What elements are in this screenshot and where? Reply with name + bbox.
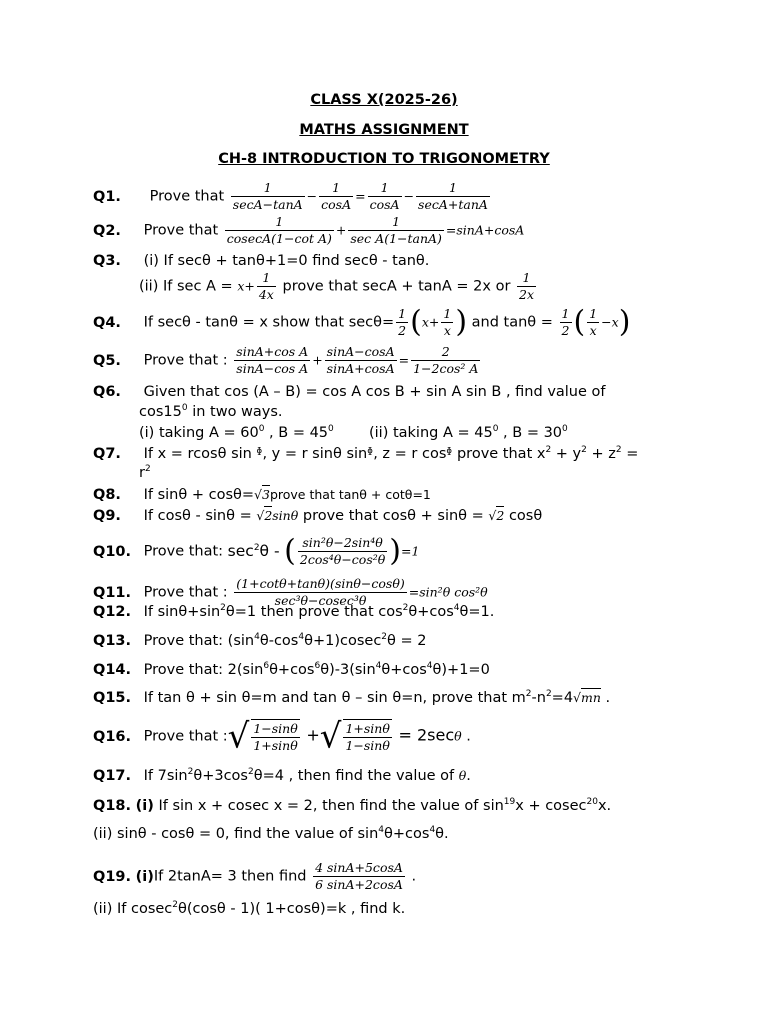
question-number: Q7. [93,446,121,462]
question-q9: Q9. If cosθ - sinθ = √2sinθ prove that cosθ + sinθ = √2 cosθ [93,508,543,524]
fraction: $\frac{\sin A-\cos A}{\sin A+\cos A}$ [326,344,395,376]
question-number: Q5. [93,352,121,369]
question-q3-ii: (ii) If sec A = x+ $\frac{1}{4x}$ prove that secA + tanA = 2x or $\frac{1}{2x}$ [139,270,535,302]
question-number: Q1. [93,188,121,205]
question-number: Q17. [93,768,132,784]
fraction: $\frac{1}{\sec A-\tan A}$ [232,180,303,212]
fraction: $\frac{1}{\cos A}$ [369,180,400,212]
fraction: $\frac{1}{2x}$ [519,270,535,302]
question-q17: Q17. If $7\sin^2\theta+3\cos^2\theta=4$ , then find the value of θ. [93,767,471,784]
chapter-title: CH-8 INTRODUCTION TO TRIGONOMETRY [218,151,550,167]
question-q14: Q14. Prove that: $2(\sin^6\theta+\cos^6\theta)-3(\sin^4\theta+\cos^4\theta)+1=0$ [93,661,490,678]
fraction: $\frac{1}{2}$ [398,306,407,338]
class-title: CLASS X(2025-26) [310,92,458,108]
fraction: $\frac{2}{\text{1−2cos² A}}$ [413,344,479,376]
question-number: Q10. [93,543,132,560]
fraction: $\frac{4 \sin A+5\cos A}{6 \sin A+2\cos A}$ [315,860,403,892]
fraction: $\frac{(1+\cot\theta+\tan\theta)(\sin\theta-\cos\theta)}{\text{sec³θ−cosec³θ}}$ [236,576,405,608]
question-q13: Q13. Prove that: $(\sin^4\theta-\cos^4\theta+1)cosec^2\theta = 2$ [93,632,427,649]
question-number: Q6. [93,384,121,400]
question-q15: Q15. If tan θ + sin θ=m and tan θ – sin θ=n, prove that $m^2-n^2=4√mn$ . [93,689,611,706]
question-q10: Q10. Prove that: $\sec^2\theta$ - ( $\frac{\text{sin²θ−2sin⁴θ}}{\text{2cos⁴θ−cos²θ}}$ )=1 [93,533,420,569]
question-number: Q15. [93,690,132,706]
question-number: Q19. [93,868,132,885]
question-q6-line3: (i) taking $A = 60^0$ , $B = 45^0$ (ii) taking $A = 45^0$ , $B = 30^0$ [139,424,568,441]
fraction: $\frac{1}{\text{sec A(1−tanA)}}$ [350,214,442,246]
question-number: Q3. [93,253,121,269]
fraction: $\frac{1}{\text{cosecA(1−cot A)}}$ [226,214,332,246]
question-number: Q8. [93,487,121,503]
assignment-title: MATHS ASSIGNMENT [299,122,469,138]
question-q18-ii: (ii) sinθ - cosθ = 0, find the value of $\sin^4\theta+\cos^4\theta$. [93,825,449,842]
question-q19-ii: (ii) If cosec$^2$θ(cosθ - 1)( 1+cosθ)=k , find k. [93,900,406,917]
question-q5: Q5. Prove that : $\frac{\text{sinA+cos A}}{\text{sinA−cos A}}$ + $\frac{\sin A-\cos A}{\sin A+\cos A}$ = $\frac{2}{\text{1−2cos² A}}$ [93,344,479,376]
question-q18: Q18. (i) If sin x + cosec x = 2, then find the value of $\sin^{19}x + cosec^{20}x$. [93,797,612,814]
question-q11: Q11. Prove that : $\frac{(1+\cot\theta+\tan\theta)(\sin\theta-\cos\theta)}{\text{sec³θ−cosec³θ}}$ =sin²θ cos²θ [93,576,488,608]
fraction: $\frac{\text{sin²θ−2sin⁴θ}}{\text{2cos⁴θ−cos²θ}}$ [299,535,386,567]
fraction: $\frac{1}{x}$ [589,306,598,338]
fraction: $\frac{1}{4x}$ [258,270,274,302]
question-number: Q13. [93,633,132,649]
question-q19: Q19. (i)If 2tanA= 3 then find $\frac{4 \sin A+5\cos A}{6 \sin A+2\cos A}$ . [93,860,417,892]
question-text: (i) If secθ + tanθ+1=0 find secθ - tanθ. [143,253,430,269]
question-text: Prove that [143,222,219,239]
question-number: Q12. [93,604,132,620]
question-number: Q11. [93,584,132,601]
question-q12: Q12. If $\sin\theta+\sin^2\theta=1$ then prove that $\cos^2\theta+\cos^4\theta=1$. [93,603,495,620]
question-number: Q9. [93,508,121,524]
question-q1: Q1. Prove that $\frac{1}{\sec A-\tan A}$ − $\frac{1}{\cos A}$ = $\frac{1}{\cos A}$ − $\frac{1}{\sec A+\tan A}$ [93,180,488,212]
question-q6: Q6. Given that cos (A – B) = cos A cos B + sin A sin B , find value of [93,384,606,400]
question-number: Q14. [93,662,132,678]
question-q7: Q7. If x = rcosθ sin ᶲ, y = r sinθ sinᶲ, z = r cosᶲ prove that $x^2 + y^2 + z^2$ = [93,445,639,462]
question-text: Prove that [149,188,225,205]
question-q3 [93,252,683,270]
question-number: Q16. [93,728,132,745]
question-q8: Q8. If sinθ + cosθ=√3prove that tanθ + cotθ=1 [93,487,431,503]
fraction: $\frac{1}{\sec A+\tan A}$ [418,180,488,212]
fraction: $\frac{1+\sin\theta}{1-\sin\theta}$ [345,721,390,753]
question-q7-line2: $r^2$ [139,464,151,481]
question-q2: Q2. Prove that $\frac{1}{\text{cosecA(1−cot A)}}$ + $\frac{1}{\text{sec A(1−tanA)}}$ =sinA+cosA [93,214,525,246]
fraction: $\frac{1}{2}$ [561,306,570,338]
question-q6-line2: $\cos 15^0$ in two ways. [139,403,283,420]
fraction: $\frac{1}{\cos A}$ [321,180,352,212]
question-number: Q2. [93,222,121,239]
fraction: $\frac{1-\sin\theta}{1+\sin\theta}$ [253,721,298,753]
fraction: $\frac{\text{sinA+cos A}}{\text{sinA−cos A}}$ [236,344,309,376]
fraction: $\frac{1}{x}$ [443,306,452,338]
question-q4: Q4. If secθ - tanθ = x show that secθ= $\frac{1}{2}$ (x+ $\frac{1}{x}$ ) and tanθ = $\frac{1}{2}$ ( $\frac{1}{x}$ −x) [93,304,631,340]
question-number: Q4. [93,314,121,331]
question-number: Q18. [93,798,132,814]
question-q16: Q16. Prove that :√ $\frac{1-\sin\theta}{1+\sin\theta}$ +√ $\frac{1+\sin\theta}{1-\sin\theta}$ = 2secθ . [93,716,471,757]
